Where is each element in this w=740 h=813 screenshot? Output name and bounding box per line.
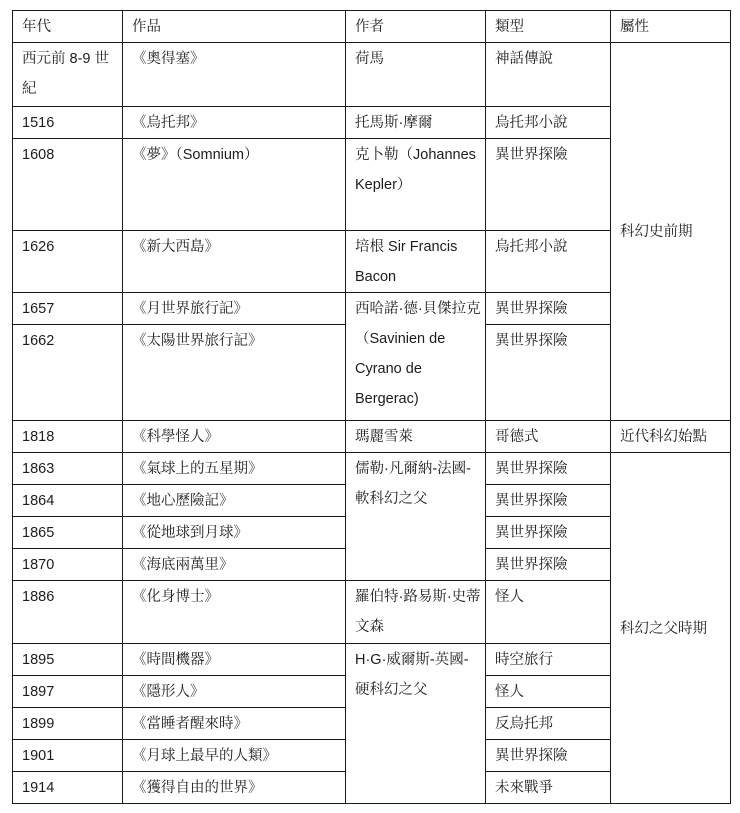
author-cell: 儒勒·凡爾納-法國-軟科幻之父: [346, 453, 486, 581]
work-cell: 《新大西島》: [123, 231, 346, 293]
year-cell: 西元前 8-9 世紀: [13, 43, 123, 107]
work-cell: 《科學怪人》: [123, 421, 346, 453]
sf-history-table: [12, 10, 731, 804]
genre-cell: 怪人: [486, 676, 611, 708]
year-cell: 1818: [13, 421, 123, 453]
year-cell: 1864: [13, 485, 123, 517]
genre-cell: 異世界探險: [486, 517, 611, 549]
author-cell: 托馬斯·摩爾: [346, 107, 486, 139]
year-cell: 1657: [13, 293, 123, 325]
year-cell: 1914: [13, 772, 123, 804]
genre-cell: 異世界探險: [486, 485, 611, 517]
genre-cell: 未來戰爭: [486, 772, 611, 804]
author-cell: 克卜勒（Johannes Kepler）: [346, 139, 486, 231]
work-cell: 《奧得塞》: [123, 43, 346, 107]
col-header-work: 作品: [123, 11, 346, 43]
work-cell: 《烏托邦》: [123, 107, 346, 139]
col-header-attribute: 屬性: [611, 11, 731, 43]
genre-cell: 神話傳說: [486, 43, 611, 107]
work-cell: 《從地球到月球》: [123, 517, 346, 549]
work-cell: 《獲得自由的世界》: [123, 772, 346, 804]
work-cell: 《當睡者醒來時》: [123, 708, 346, 740]
author-cell: 培根 Sir Francis Bacon: [346, 231, 486, 293]
author-cell: 荷馬: [346, 43, 486, 107]
year-cell: 1895: [13, 644, 123, 676]
genre-cell: 怪人: [486, 581, 611, 644]
work-cell: 《氣球上的五星期》: [123, 453, 346, 485]
author-cell: 瑪麗雪萊: [346, 421, 486, 453]
attribute-cell: 科幻之父時期: [611, 453, 731, 804]
col-header-author: 作者: [346, 11, 486, 43]
year-cell: 1886: [13, 581, 123, 644]
genre-cell: 哥德式: [486, 421, 611, 453]
work-cell: 《隱形人》: [123, 676, 346, 708]
table-row: [13, 421, 731, 453]
genre-cell: 異世界探險: [486, 139, 611, 231]
table-row: [13, 453, 731, 485]
year-cell: 1863: [13, 453, 123, 485]
year-cell: 1897: [13, 676, 123, 708]
author-cell: 羅伯特·路易斯·史蒂文森: [346, 581, 486, 644]
work-cell: 《月世界旅行記》: [123, 293, 346, 325]
attribute-cell: 科幻史前期: [611, 43, 731, 421]
work-cell: 《月球上最早的人類》: [123, 740, 346, 772]
col-header-genre: 類型: [486, 11, 611, 43]
year-cell: 1901: [13, 740, 123, 772]
year-cell: 1870: [13, 549, 123, 581]
year-cell: 1608: [13, 139, 123, 231]
year-cell: 1626: [13, 231, 123, 293]
col-header-year: 年代: [13, 11, 123, 43]
author-cell: H·G·威爾斯-英國-硬科幻之父: [346, 644, 486, 804]
work-cell: 《海底兩萬里》: [123, 549, 346, 581]
work-cell: 《太陽世界旅行記》: [123, 325, 346, 421]
table-row: [13, 43, 731, 107]
year-cell: 1899: [13, 708, 123, 740]
year-cell: 1516: [13, 107, 123, 139]
header-row: [13, 11, 731, 43]
genre-cell: 異世界探險: [486, 740, 611, 772]
work-cell: 《夢》（Somnium）: [123, 139, 346, 231]
genre-cell: 異世界探險: [486, 293, 611, 325]
genre-cell: 異世界探險: [486, 549, 611, 581]
genre-cell: 時空旅行: [486, 644, 611, 676]
genre-cell: 烏托邦小說: [486, 107, 611, 139]
author-cell: 西哈諾·德·貝傑拉克（Savinien de Cyrano de Bergerac): [346, 293, 486, 421]
genre-cell: 異世界探險: [486, 453, 611, 485]
year-cell: 1662: [13, 325, 123, 421]
genre-cell: 烏托邦小說: [486, 231, 611, 293]
work-cell: 《地心歷險記》: [123, 485, 346, 517]
year-cell: 1865: [13, 517, 123, 549]
work-cell: 《時間機器》: [123, 644, 346, 676]
attribute-cell: 近代科幻始點: [611, 421, 731, 453]
work-cell: 《化身博士》: [123, 581, 346, 644]
genre-cell: 異世界探險: [486, 325, 611, 421]
genre-cell: 反烏托邦: [486, 708, 611, 740]
